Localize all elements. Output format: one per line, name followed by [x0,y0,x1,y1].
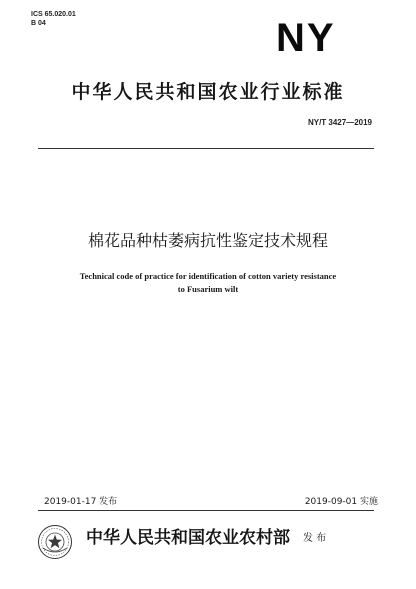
publisher-suffix: 发 布 [303,533,327,544]
issuer-title: 中华人民共和国农业行业标准 [71,81,345,103]
ministry-seal-icon [37,524,73,560]
english-title-line-1: Technical code of practice for identification of cotton variety resistance [79,271,337,281]
ics-code: ICS 65.020.01 [31,11,76,18]
english-title [0,270,416,296]
main-title: 棉花品种枯萎病抗性鉴定技术规程 [87,231,328,250]
publisher-name: 中华人民共和国农业农村部 [86,528,290,548]
standard-number: NY/T 3427—2019 [307,118,372,127]
top-divider [38,148,374,149]
bottom-divider [38,510,374,511]
issue-date: 2019-01-17 发布 [44,497,118,507]
ny-logo: NY [276,16,336,60]
class-code: B 04 [31,20,46,27]
classification-codes [31,10,76,28]
implement-date: 2019-09-01 实施 [304,497,378,507]
english-title-line-2: to Fusarium wilt [177,284,239,294]
